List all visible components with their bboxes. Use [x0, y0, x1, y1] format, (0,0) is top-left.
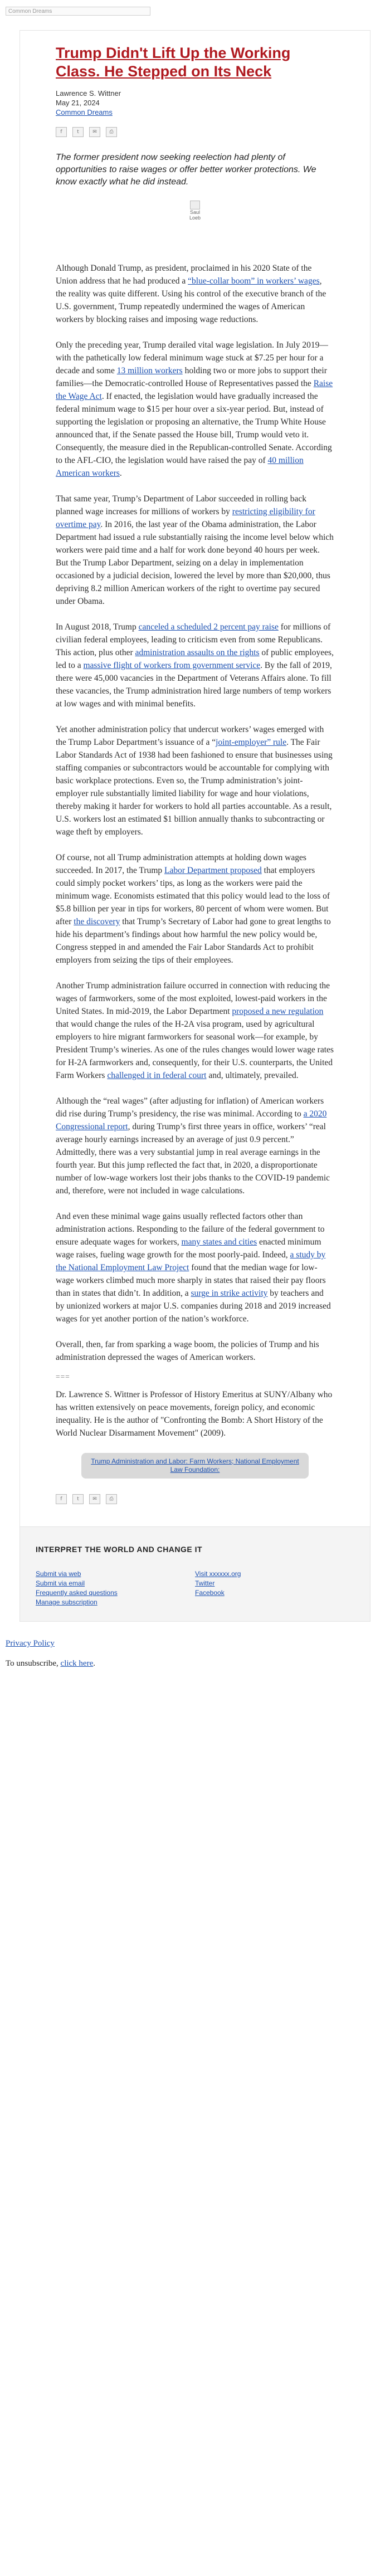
inline-link[interactable]: many states and cities [181, 1237, 257, 1247]
paragraph [56, 851, 334, 967]
visit-site-link[interactable]: Visit xxxxxx.org [195, 1570, 241, 1578]
inline-link[interactable]: restricting eligibility for overtime pay [56, 507, 315, 529]
paragraph-text: that would change the rules of the H-2A visa program, used by agricultural employers to hire migrant farmworkers for seasonal work—for example, by President Trump’s wineries. As one of the rules changes would lower wage rates for H-2A farmworkers and, consequently, for their U.S. counterparts, the United Farm Workers [56, 1019, 334, 1080]
article-dek: The former president now seeking reelection had plenty of opportunities to raise wages or offer better worker protections. We know exactly what he did instead. [56, 153, 316, 187]
inline-link[interactable]: canceled a scheduled 2 percent pay raise [138, 622, 279, 632]
newsletter-logo[interactable]: Common Dreams [6, 7, 150, 16]
image-placeholder-icon [190, 201, 200, 209]
paragraph [56, 1338, 334, 1364]
author-name: Lawrence S. Wittner [56, 89, 121, 97]
article-card [20, 30, 370, 1527]
unsubscribe-end: . [93, 1659, 95, 1668]
inline-link[interactable]: surge in strike activity [191, 1289, 268, 1298]
unsubscribe-line [6, 1657, 384, 1670]
paragraph-text: Yet another administration policy that undercut workers’ wages emerged with the Trump Labor Department’s issuance of a “ [56, 725, 324, 747]
faq-link[interactable]: Frequently asked questions [36, 1589, 118, 1597]
inline-link[interactable]: “blue-collar boom” in workers’ wages [188, 276, 320, 286]
twitter-link[interactable]: Twitter [195, 1579, 215, 1587]
paragraph [56, 723, 334, 838]
footer-right-column [195, 1569, 354, 1607]
print-icon[interactable]: ⎙ [106, 1494, 117, 1504]
email-icon[interactable]: ✉ [89, 127, 100, 137]
inline-link[interactable]: joint-employer” rule [216, 738, 287, 747]
footer-left-column [36, 1569, 195, 1607]
paragraph [56, 1095, 334, 1197]
facebook-icon[interactable]: f [56, 127, 67, 137]
paragraph-text: Although the “real wages” (after adjusting for inflation) of American workers did rise during Trump’s presidency, the rise was minimal. According to [56, 1096, 324, 1119]
submit-email-link[interactable]: Submit via email [36, 1579, 85, 1587]
paragraph [56, 1210, 334, 1325]
paragraph [56, 339, 334, 480]
inline-link[interactable]: proposed a new regulation [232, 1007, 324, 1016]
paragraph-text: Of course, not all Trump administration attempts at holding down wages succeeded. In 2017, the Trump [56, 853, 306, 875]
print-icon[interactable]: ⎙ [106, 127, 117, 137]
inline-link[interactable]: 13 million workers [116, 366, 183, 375]
source-link[interactable]: Common Dreams [56, 108, 113, 116]
paragraph-text: . By the fall of 2019, there were 45,000 vacancies in the Department of Veterans Affairs alone. To fill these vacancies, the Trump administration hired large numbers of temp workers at low wages and with minimal benefits. [56, 661, 332, 709]
paragraph [56, 979, 334, 1082]
byline [56, 89, 334, 117]
photo-credit: Saul Loeb [189, 209, 201, 221]
twitter-icon[interactable]: t [72, 1494, 84, 1504]
inline-link[interactable]: Labor Department proposed [164, 866, 262, 875]
caption-box [81, 1453, 309, 1479]
caption-link[interactable]: Trump Administration and Labor: Farm Workers; National Employment Law Foundation: [91, 1457, 299, 1474]
paragraph-text: holding two or more jobs to support their families—the Democratic-controlled House of Representatives passed the [56, 366, 327, 388]
paragraph-text: and, ultimately, prevailed. [206, 1071, 299, 1080]
share-bar-bottom [56, 1494, 334, 1504]
article-photo [184, 201, 206, 221]
paragraph-text: Overall, then, far from sparking a wage boom, the policies of Trump and his administration depressed the wages of American workers. [56, 1340, 319, 1362]
unsubscribe-link[interactable]: click here [60, 1659, 94, 1668]
paragraph-text: , during Trump’s first three years in office, workers’ “real average hourly earnings increased by an average of just 0.9 percent.” Admittedly, there was a very substantial jump in real average earnings in the fourth year. But this jump reflected the fact that, in 2020, a disproportionate number of low-wage workers lost their jobs thanks to the COVID-19 pandemic and, therefore, were not included in wage calculations. [56, 1122, 330, 1196]
paragraph-text: . In 2016, the last year of the Obama administration, the Labor Department had issued a rule substantially raising the income level below which workers were paid time and a half for work done beyond 40 hours per week. But the Trump Labor Department, seizing on a delay in implementation occasioned by a judicial decision, lowered the level by more than $20,000, thus depriving 8.2 million American workers of the right to overtime pay secured under Obama. [56, 520, 334, 606]
paragraph-text: Only the preceding year, Trump derailed vital wage legislation. In July 2019—with the pathetically low federal minimum wage stuck at $7.25 per hour for a decade and some [56, 340, 328, 375]
manage-subscription-link[interactable]: Manage subscription [36, 1598, 98, 1606]
footer-links [36, 1569, 354, 1607]
footer-heading: INTERPRET THE WORLD AND CHANGE IT [36, 1545, 203, 1554]
email-icon[interactable]: ✉ [89, 1494, 100, 1504]
paragraph-text: . If enacted, the legislation would have gradually increased the federal minimum wage to $15 per hour over a six-year period. But, instead of supporting the legislation or proposing an alternative, the Trump White House announced that, if the Senate passed the House bill, Trump would veto it. Consequently, the measure died in the Republican-controlled Senate. According to the AFL-CIO, the legislation would have raised the pay of [56, 392, 332, 465]
inline-link[interactable]: administration assaults on the rights [135, 648, 260, 657]
publish-date: May 21, 2024 [56, 99, 100, 107]
privacy-policy-link[interactable]: Privacy Policy [6, 1639, 55, 1648]
paragraph [56, 492, 334, 608]
paragraph-text: that Trump’s Secretary of Labor had gone to great lengths to hide his department’s findings about how harmful the new policy would be, Congress stepped in and amended the Fair Labor Standards Act to prohibit employers from seizing the tips of their employees. [56, 917, 331, 965]
paragraph-text: In August 2018, Trump [56, 622, 139, 632]
facebook-link[interactable]: Facebook [195, 1589, 225, 1597]
paragraph-text: Another Trump administration failure occurred in connection with reducing the wages of farmworkers, some of the most exploited, lowest-paid workers in the United States. In mid-2019, the Labor Department [56, 981, 330, 1016]
author-bio: Dr. Lawrence S. Wittner is Professor of History Emeritus at SUNY/Albany who has written extensively on peace movements, foreign policy, and economic inequality. He is the author of "Confronting the Bomb: A Short History of the World Nuclear Disarmament Movement" (2009). [56, 1390, 333, 1438]
article-body [56, 262, 334, 1364]
inline-link[interactable]: massive flight of workers from government service [83, 661, 261, 670]
paragraph-text: . [119, 469, 122, 478]
paragraph-text: of public employees, led to a [56, 648, 334, 670]
inline-link[interactable]: a study by the National Employment Law Project [56, 1250, 326, 1272]
paragraph-text: that employers could simply pocket workers’ tips, as long as the workers were paid the minimum wage. Economists estimated that this policy would lead to the loss of $5.8 billion per year in tips for workers, 80 percent of whom were women. But after [56, 866, 330, 926]
inline-link[interactable]: a 2020 Congressional report [56, 1109, 327, 1131]
paragraph [56, 262, 334, 326]
paragraph-text: That same year, Trump’s Department of Labor succeeded in rolling back planned wage increases for millions of workers by [56, 494, 307, 516]
paragraph-text: for millions of civilian federal employees, leading to criticism even from some Republicans. This action, plus other [56, 622, 331, 657]
paragraph-text: Although Donald Trump, as president, proclaimed in his 2020 State of the Union address that he had produced a [56, 264, 312, 286]
share-bar-top [56, 127, 334, 137]
paragraph-text: And even these minimal wage gains usually reflected factors other than administration actions. Responding to the failure of the federal government to ensure adequate wages for workers, [56, 1212, 325, 1247]
inline-link[interactable]: the discovery [74, 917, 120, 926]
submit-web-link[interactable]: Submit via web [36, 1570, 81, 1578]
paragraph-text: enacted minimum wage raises, fueling wage growth for the most poorly-paid. Indeed, [56, 1237, 321, 1260]
unsubscribe-text: To unsubscribe, [6, 1659, 61, 1668]
legal-footer [0, 1622, 390, 1670]
paragraph-text: found that the median wage for low-wage workers climbed much more sharply in states that raised their pay floors than in states that didn’t. In addition, a [56, 1263, 326, 1298]
facebook-icon[interactable]: f [56, 1494, 67, 1504]
separator: === [56, 1372, 70, 1380]
inline-link[interactable]: Raise the Wage Act [56, 379, 333, 401]
paragraph-text: , the reality was quite different. Using his control of the executive branch of the U.S. government, Trump repeatedly undermined the wages of American workers by blocking raises and imposing wage reductions. [56, 276, 326, 324]
inline-link[interactable]: challenged it in federal court [107, 1071, 207, 1080]
article-title[interactable]: Trump Didn't Lift Up the Working Class. He Stepped on Its Neck [56, 45, 291, 80]
paragraph-text: . The Fair Labor Standards Act of 1938 had been fashioned to ensure that businesses using staffing companies or subcontractors would be accountable for complying with basic workplace protections. Even so, the Trump administration’s joint-employer rule substantially limited liability for wage and hour violations, thereby making it harder for workers to hold all parties accountable. As a result, U.S. workers lost an estimated $1 billion annually thanks to subcontracting or wage theft by employers. [56, 738, 333, 837]
newsletter-footer [20, 1527, 370, 1622]
paragraph-text: by teachers and by unionized workers at major U.S. companies during 2018 and 2019 increased wages for yet another portion of the nation’s workforce. [56, 1289, 331, 1324]
inline-link[interactable]: 40 million American workers [56, 456, 304, 478]
paragraph [56, 621, 334, 710]
twitter-icon[interactable]: t [72, 127, 84, 137]
